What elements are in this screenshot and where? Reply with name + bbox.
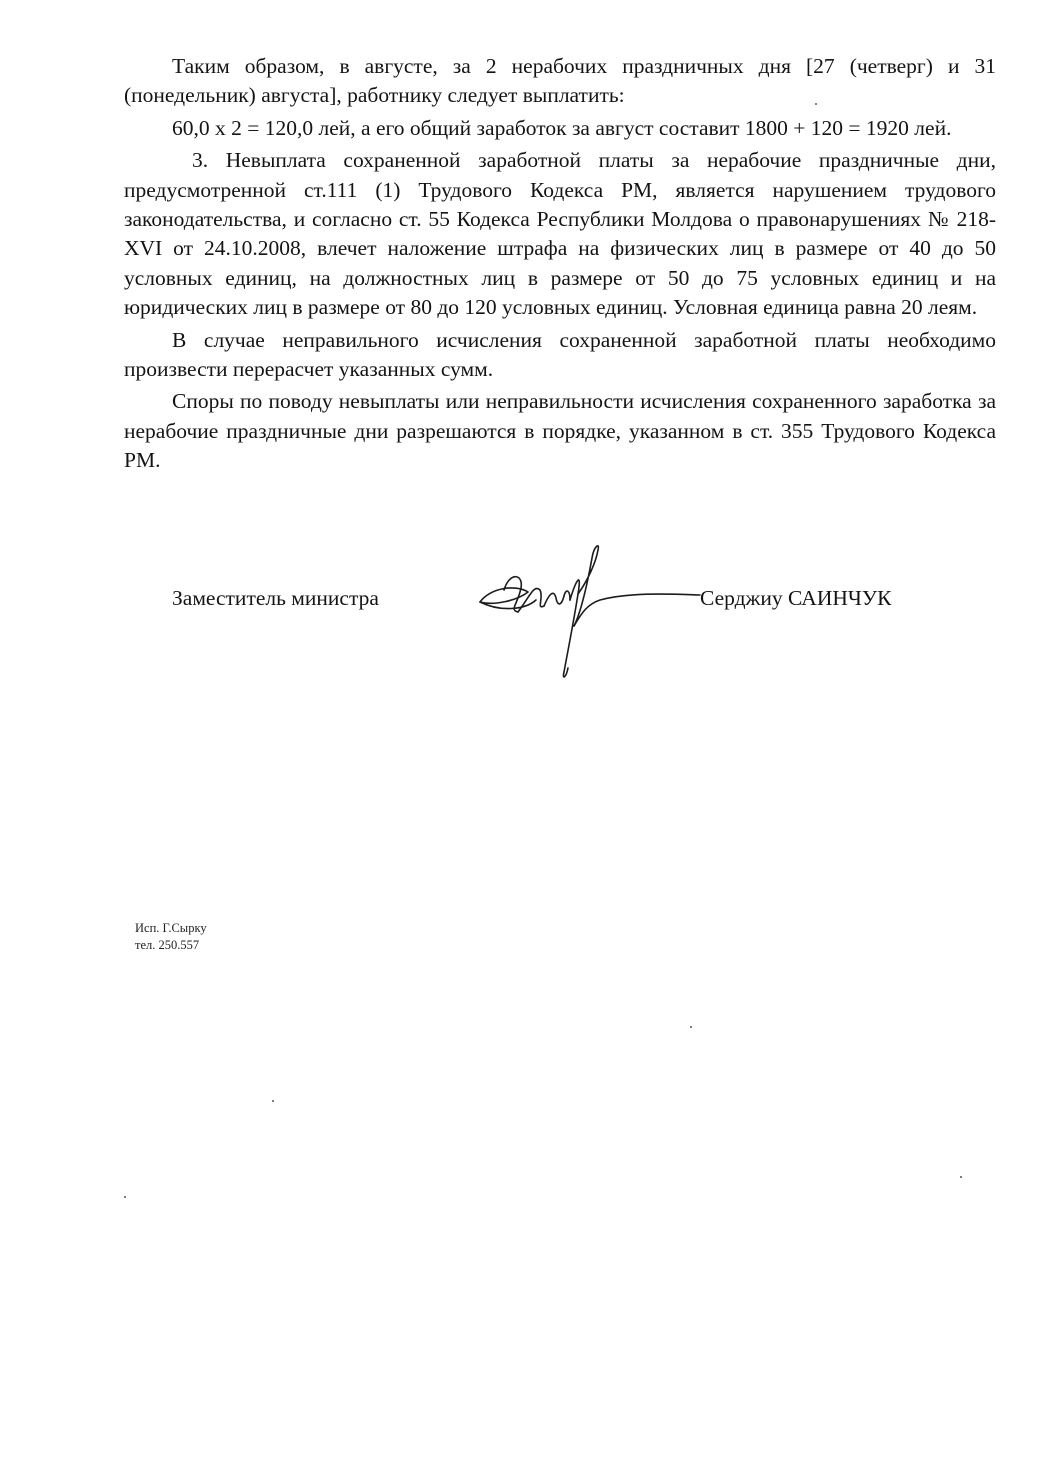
signatory-role: Заместитель министра bbox=[172, 586, 379, 610]
paragraph-recalculation: В случае неправильного исчисления сохраненной заработной платы необходимо произвести перерасчет указанных сумм. bbox=[124, 327, 996, 382]
signatory-name: Серджиу САИНЧУК bbox=[700, 586, 892, 610]
scan-speck bbox=[815, 103, 817, 105]
handwritten-signature-icon bbox=[470, 540, 710, 690]
scan-speck bbox=[124, 1196, 126, 1198]
paragraph-calculation: 60,0 х 2 = 120,0 лей, а его общий заработок за август составит 1800 + 120 = 1920 лей. bbox=[172, 115, 952, 140]
scan-speck bbox=[272, 1100, 274, 1102]
letter-body bbox=[124, 52, 996, 476]
executor-name: Исп. Г.Сырку bbox=[135, 921, 207, 935]
signature-block bbox=[0, 540, 1039, 700]
paragraph-disputes: Споры по поводу невыплаты или неправильности исчисления сохраненного заработка за нерабочие праздничные дни разрешаются в порядке, указанном в ст. 355 Трудового Кодекса РМ. bbox=[124, 389, 996, 473]
scan-speck bbox=[960, 1176, 962, 1178]
executor-note bbox=[135, 920, 207, 954]
paragraph-august-summary: Таким образом, в августе, за 2 нерабочих праздничных дня [27 (четверг) и 31 (понедельник) августа], работнику следует выплатить: bbox=[124, 54, 996, 108]
paragraph-penalty: 3. Невыплата сохраненной заработной платы за нерабочие праздничные дни, предусмотренной ст.111 (1) Трудового Кодекса РМ, является нарушением трудового законодательства, и согласно ст. 55 Кодекса Республики Молдова о правонарушениях № 218-XVI от 24.10.2008, влечет наложение штрафа на физических лиц в размере от 40 до 50 условных единиц, на должностных лиц в размере от 50 до 75 условных единиц и на юридических лиц в размере от 80 до 120 условных единиц. Условная единица равна 20 леям. bbox=[124, 148, 996, 320]
scan-speck bbox=[690, 1026, 692, 1028]
executor-phone: тел. 250.557 bbox=[135, 938, 200, 952]
